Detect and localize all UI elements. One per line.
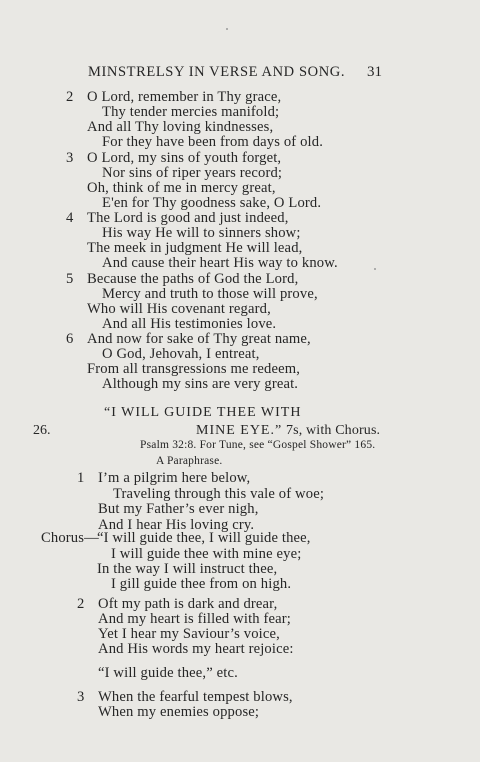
stanza-line: Oh, think of me in mercy great, bbox=[87, 180, 276, 196]
stanza-line: O God, Jehovah, I entreat, bbox=[102, 346, 260, 362]
stanza-number: 3 bbox=[66, 150, 74, 166]
stanza-number: 6 bbox=[66, 331, 74, 347]
verse-line: Yet I hear my Saviour’s voice, bbox=[98, 626, 280, 642]
page-number: 31 bbox=[367, 64, 382, 80]
chorus-line: In the way I will instruct thee, bbox=[97, 561, 278, 577]
stanza-line: And now for sake of Thy great name, bbox=[87, 331, 311, 347]
verse-line: When the fearful tempest blows, bbox=[98, 689, 293, 705]
stanza-line: Because the paths of God the Lord, bbox=[87, 271, 299, 287]
stanza-line: His way He will to sinners show; bbox=[102, 225, 301, 241]
stanza-line: O Lord, my sins of youth forget, bbox=[87, 150, 282, 166]
chorus-reference: “I will guide thee,” etc. bbox=[98, 665, 238, 681]
stanza-line: Nor sins of riper years record; bbox=[102, 165, 283, 181]
hymn-number: 26. bbox=[33, 423, 51, 438]
stanza-number: 5 bbox=[66, 271, 74, 287]
verse-line: And His words my heart rejoice: bbox=[98, 641, 294, 657]
stanza-number: 4 bbox=[66, 210, 74, 226]
chorus-label: Chorus— bbox=[41, 530, 99, 546]
hymn-title: “I WILL GUIDE THEE WITH bbox=[104, 405, 302, 420]
stanza-line: And all Thy loving kindnesses, bbox=[87, 119, 274, 135]
stanza-line: The meek in judgment He will lead, bbox=[87, 240, 303, 256]
stanza-line: Although my sins are very great. bbox=[102, 376, 299, 392]
running-title: MINSTRELSY IN VERSE AND SONG. bbox=[88, 64, 346, 80]
stanza-line: E'en for Thy goodness sake, O Lord. bbox=[102, 195, 322, 211]
verse-line: And I hear His loving cry. bbox=[98, 517, 255, 533]
hymn-meter: 7s, with Chorus. bbox=[286, 423, 381, 438]
verse-number: 2 bbox=[77, 596, 85, 612]
chorus-line: I will guide thee with mine eye; bbox=[111, 546, 302, 562]
hymn-note: A Paraphrase. bbox=[156, 455, 223, 467]
ink-speck bbox=[226, 28, 228, 30]
stanza-line: O Lord, remember in Thy grace, bbox=[87, 89, 282, 105]
hymn-reference: Psalm 32:8. For Tune, see “Gospel Shower” 165. bbox=[140, 439, 376, 451]
verse-line: Traveling through this vale of woe; bbox=[113, 486, 325, 502]
verse-number: 1 bbox=[77, 470, 85, 486]
stanza-line: The Lord is good and just indeed, bbox=[87, 210, 289, 226]
stanza-line: And cause their heart His way to know. bbox=[102, 255, 338, 271]
verse-line: And my heart is filled with fear; bbox=[98, 611, 291, 627]
stanza-line: For they have been from days of old. bbox=[102, 134, 324, 150]
stanza-number: 2 bbox=[66, 89, 74, 105]
hymn-title-continued: MINE EYE.” bbox=[196, 423, 283, 438]
stanza-line: From all transgressions me redeem, bbox=[87, 361, 301, 377]
verse-line: Oft my path is dark and drear, bbox=[98, 596, 278, 612]
stanza-line: Mercy and truth to those will prove, bbox=[102, 286, 318, 302]
ink-speck bbox=[374, 268, 376, 270]
chorus-line: I gill guide thee from on high. bbox=[111, 576, 292, 592]
verse-line: But my Father’s ever nigh, bbox=[98, 501, 259, 517]
verse-line: When my enemies oppose; bbox=[98, 704, 260, 720]
stanza-line: Who will His covenant regard, bbox=[87, 301, 271, 317]
stanza-line: Thy tender mercies manifold; bbox=[102, 104, 280, 120]
verse-line: I’m a pilgrim here below, bbox=[98, 470, 251, 486]
stanza-line: And all His testimonies love. bbox=[102, 316, 277, 332]
chorus-line: “I will guide thee, I will guide thee, bbox=[97, 530, 311, 546]
verse-number: 3 bbox=[77, 689, 85, 705]
